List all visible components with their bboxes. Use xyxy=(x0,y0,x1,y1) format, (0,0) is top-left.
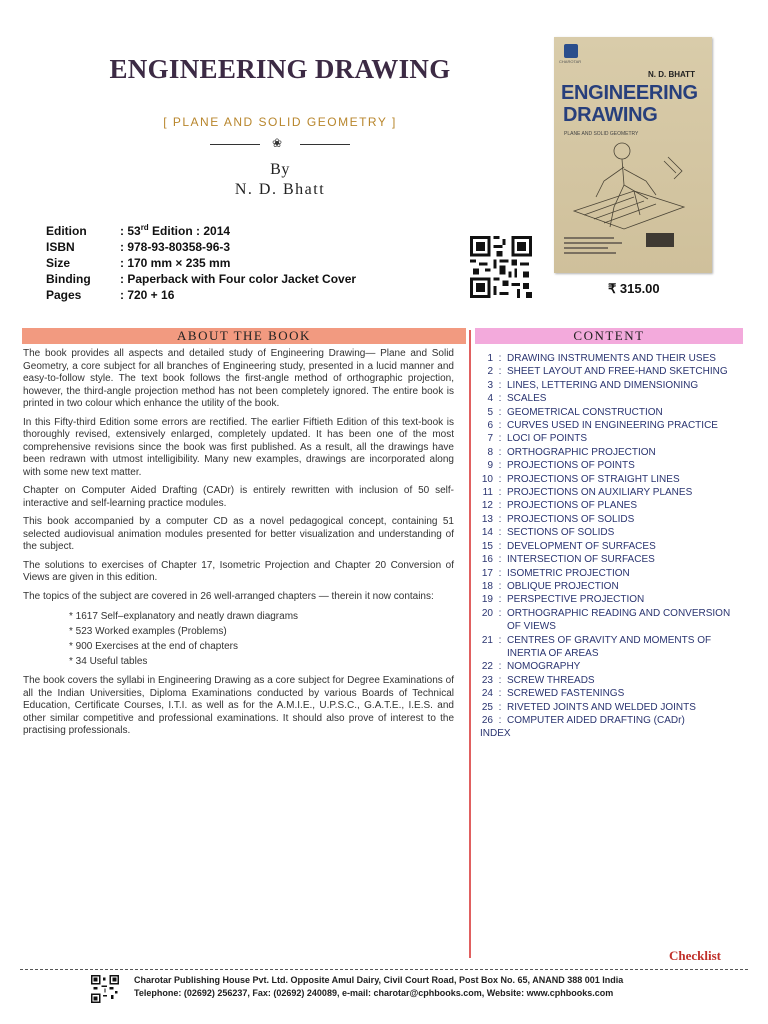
column-divider xyxy=(469,330,471,958)
toc-item: 1 : DRAWING INSTRUMENTS AND THEIR USES xyxy=(487,353,716,364)
qr-code-icon[interactable] xyxy=(469,236,533,298)
toc-item: 18 : OBLIQUE PROJECTION xyxy=(481,580,619,592)
list-item: * 900 Exercises at the end of chapters xyxy=(69,641,238,652)
spec-label: Pages xyxy=(46,288,82,302)
publisher-logo-text: CHAROTAR xyxy=(559,59,582,64)
cover-subtitle: PLANE AND SOLID GEOMETRY xyxy=(564,131,639,137)
spec-row-pages xyxy=(46,287,466,303)
spec-label: ISBN xyxy=(46,240,75,254)
about-paragraph: The book provides all aspects and detailed study of Engineering Drawing— Plane and Solid Geometry, a core subject for all branches of Engineering study, presented in a lucid manner and easy-to-follow style. The text book follows the first-angle method of orthographic projection, however, the third-angle projection method has not been completely ignored. The entire book is printed in two colour which enhance the utility of the book. xyxy=(23,348,454,409)
about-paragraph: The book covers the syllabi in Engineering Drawing as a core subject for Degree Examinations of all the Indian Universities, Diploma Examinations conducted by various Boards of Technical Education, Certificate Courses, I.T.I. as well as for the A.M.I.E., U.P.S.C., G.A.T.E., I.E.S. and other similar competitive and professional examinations. It should also prove of interest to the practising professionals. xyxy=(23,675,454,736)
toc-item: 15 : DEVELOPMENT OF SURFACES xyxy=(481,540,656,552)
toc-item: 13 : PROJECTIONS OF SOLIDS xyxy=(481,513,635,525)
ornament-divider xyxy=(205,137,355,151)
publisher-logo xyxy=(564,44,578,58)
flower-icon: ❀ xyxy=(272,136,283,150)
toc-item: 9 : PROJECTIONS OF POINTS xyxy=(487,460,635,472)
cover-title-line1: ENGINEERING xyxy=(561,82,698,104)
toc-item: 16 : INTERSECTION OF SURFACES xyxy=(481,554,655,566)
list-item: * 1617 Self–explanatory and neatly drawn diagrams xyxy=(69,611,299,622)
spec-value: : Paperback with Four color Jacket Cover xyxy=(120,272,357,286)
toc-item: 10 : PROJECTIONS OF STRAIGHT LINES xyxy=(481,473,680,485)
toc-item: 3 : LINES, LETTERING AND DIMENSIONING xyxy=(487,379,699,391)
cover-title-line2: DRAWING xyxy=(563,104,658,126)
toc-item: 2 : SHEET LAYOUT AND FREE-HAND SKETCHING xyxy=(487,366,728,378)
book-specs xyxy=(46,223,466,303)
list-item: * 523 Worked examples (Problems) xyxy=(69,626,227,637)
footer-divider xyxy=(20,969,748,970)
feature-list xyxy=(23,609,454,669)
footer-qr-code-icon[interactable] xyxy=(90,975,120,1003)
book-title: ENGINEERING DRAWING xyxy=(109,54,451,84)
author-name: N. D. Bhatt xyxy=(234,181,326,198)
about-paragraph: Chapter on Computer Aided Drafting (CADr) is entirely rewritten with inclusion of 50 self-interactive and self-learning practice modules. xyxy=(23,485,454,509)
footer-address: Charotar Publishing House Pvt. Ltd. Opposite Amul Dairy, Civil Court Road, Post Box No. 65, ANAND 388 001 India xyxy=(134,975,624,985)
spec-value: : 978-93-80358-96-3 xyxy=(120,240,231,254)
price: ₹ 315.00 xyxy=(608,281,660,296)
spec-row-size xyxy=(46,255,466,271)
spec-row-edition xyxy=(46,223,466,239)
toc-item: 24 : SCREWED FASTENINGS xyxy=(481,688,625,700)
toc-item: 19 : PERSPECTIVE PROJECTION xyxy=(481,594,645,606)
checklist-label: Checklist xyxy=(669,948,721,963)
toc-item: 11 : PROJECTIONS ON AUXILIARY PLANES xyxy=(482,487,693,499)
toc-index: INDEX xyxy=(480,728,511,740)
toc-item: 5 : GEOMETRICAL CONSTRUCTION xyxy=(487,406,663,418)
toc-item: 8 : ORTHOGRAPHIC PROJECTION xyxy=(487,446,656,458)
toc-item: 7 : LOCI OF POINTS xyxy=(487,433,588,445)
spec-value: : 53rd Edition : 2014 xyxy=(120,223,231,238)
about-the-book-header: ABOUT THE BOOK xyxy=(22,328,466,344)
content-header: CONTENT xyxy=(475,328,743,344)
list-item: * 34 Useful tables xyxy=(69,656,148,667)
about-text xyxy=(23,348,454,744)
about-paragraph: In this Fifty-third Edition some errors are rectified. The earlier Fiftieth Edition of this text-book is thoroughly revised, extensively enlarged, completely updated. It has been one of the most comprehensive revisions since the book was first published. As a result, all the drawings have been redrawn with utmost intelligibility. Many new examples, drawings are incorporated along with some new text matter. xyxy=(23,416,454,478)
draftsman-illustration xyxy=(564,141,704,233)
toc-item: 17 : ISOMETRIC PROJECTION xyxy=(481,567,630,579)
spec-row-isbn xyxy=(46,239,466,255)
spec-row-binding xyxy=(46,271,466,287)
spec-label: Size xyxy=(46,256,71,270)
toc-item: 14 : SECTIONS OF SOLIDS xyxy=(481,527,615,539)
toc-item: 26 : COMPUTER AIDED DRAFTING (CADr) xyxy=(481,714,685,726)
spec-label: Binding xyxy=(46,272,91,286)
toc-item: 4 : SCALES xyxy=(487,393,547,405)
spec-value: : 720 + 16 xyxy=(120,288,175,302)
toc-item: 6 : CURVES USED IN ENGINEERING PRACTICE xyxy=(487,420,718,432)
spec-value: : 170 mm × 235 mm xyxy=(120,256,231,270)
cd-badge xyxy=(646,233,674,247)
by-label: By xyxy=(270,161,290,178)
cover-author: N. D. BHATT xyxy=(648,70,695,79)
about-paragraph: The solutions to exercises of Chapter 17, Isometric Projection and Chapter 20 Conversion of Views are given in this edition. xyxy=(23,559,454,583)
toc-item: 23 : SCREW THREADS xyxy=(481,674,595,686)
about-paragraph: The topics of the subject are covered in 26 well-arranged chapters — therein it now contains: xyxy=(23,590,434,602)
footer-contact: Telephone: (02692) 256237, Fax: (02692) 240089, e-mail: charotar@cphbooks.com, Website: www.cphbooks.com xyxy=(134,988,614,998)
toc-item: 21 : CENTRES OF GRAVITY AND MOMENTS OF INERTIA OF AREAS xyxy=(481,634,712,659)
toc-item: 22 : NOMOGRAPHY xyxy=(481,661,581,673)
toc-item: 20 : ORTHOGRAPHIC READING AND CONVERSION OF VIEWS xyxy=(481,607,731,633)
about-paragraph: This book accompanied by a computer CD as a novel pedagogical concept, containing 51 selected audiovisual animation modules presented for better visualization and understanding of the subject. xyxy=(23,516,454,552)
table-of-contents xyxy=(480,352,745,741)
toc-item: 25 : RIVETED JOINTS AND WELDED JOINTS xyxy=(481,701,696,713)
cover-blurb xyxy=(564,237,624,257)
book-cover-image xyxy=(554,37,712,273)
spec-label: Edition xyxy=(46,224,87,238)
toc-item: 12 : PROJECTIONS OF PLANES xyxy=(481,500,638,512)
book-subtitle: [ PLANE AND SOLID GEOMETRY ] xyxy=(163,115,397,129)
